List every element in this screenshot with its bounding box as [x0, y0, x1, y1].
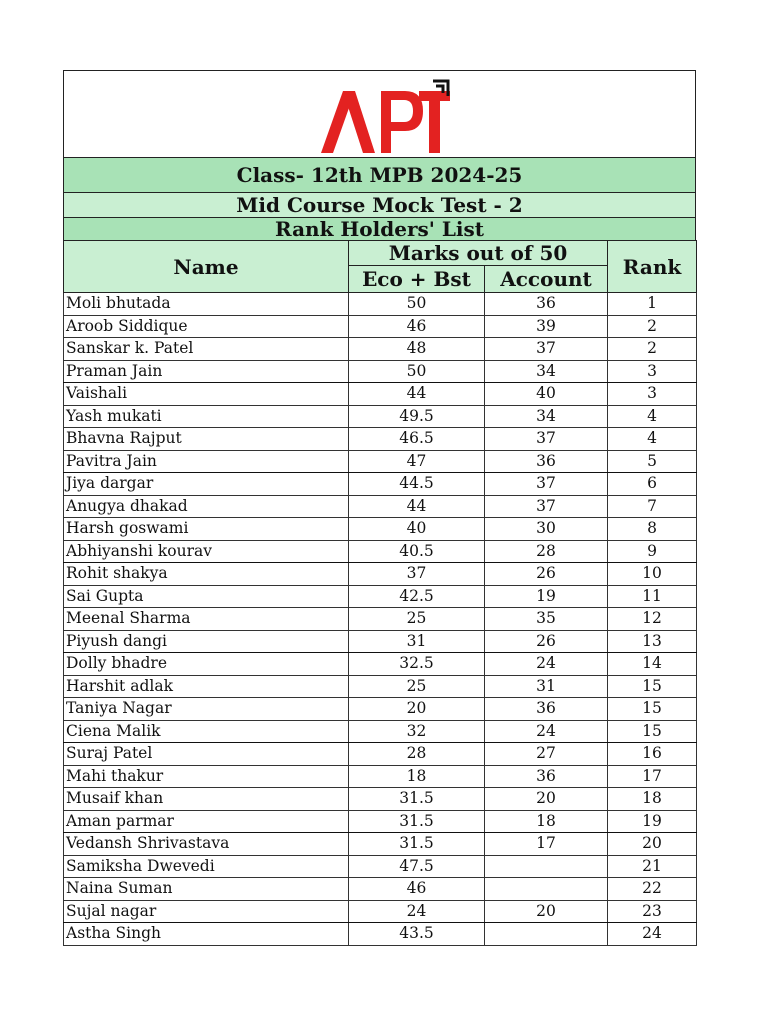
table-row: [64, 405, 697, 428]
table-row: [64, 855, 697, 878]
rank-cell: 1: [608, 293, 697, 316]
account-mark: 19: [485, 585, 608, 608]
table-row: [64, 518, 697, 541]
student-name: Anugya dhakad: [64, 495, 349, 518]
student-name: Moli bhutada: [64, 293, 349, 316]
eco-bst-mark: 40.5: [349, 540, 485, 563]
eco-bst-mark: 25: [349, 675, 485, 698]
rank-cell: 15: [608, 720, 697, 743]
class-title: Class- 12th MPB 2024-25: [63, 157, 696, 192]
eco-bst-mark: 31: [349, 630, 485, 653]
rank-cell: 5: [608, 450, 697, 473]
table-row: [64, 923, 697, 946]
eco-bst-mark: 50: [349, 360, 485, 383]
student-name: Samiksha Dwevedi: [64, 855, 349, 878]
account-mark: 39: [485, 315, 608, 338]
eco-bst-mark: 49.5: [349, 405, 485, 428]
rank-cell: 13: [608, 630, 697, 653]
rank-sheet: [63, 70, 696, 946]
eco-bst-mark: 48: [349, 338, 485, 361]
rank-cell: 2: [608, 315, 697, 338]
rank-cell: 2: [608, 338, 697, 361]
account-mark: 36: [485, 698, 608, 721]
eco-bst-mark: 40: [349, 518, 485, 541]
rank-cell: 14: [608, 653, 697, 676]
student-name: Meenal Sharma: [64, 608, 349, 631]
student-name: Piyush dangi: [64, 630, 349, 653]
table-row: [64, 450, 697, 473]
student-name: Harsh goswami: [64, 518, 349, 541]
account-mark: [485, 855, 608, 878]
student-name: Naina Suman: [64, 878, 349, 901]
rank-cell: 22: [608, 878, 697, 901]
account-mark: 26: [485, 630, 608, 653]
eco-bst-mark: 31.5: [349, 788, 485, 811]
account-header: Account: [485, 266, 608, 293]
rank-cell: 15: [608, 675, 697, 698]
eco-bst-mark: 44: [349, 383, 485, 406]
table-row: [64, 293, 697, 316]
student-name: Suraj Patel: [64, 743, 349, 766]
student-name: Musaif khan: [64, 788, 349, 811]
logo-row: [63, 70, 696, 157]
eco-bst-mark: 42.5: [349, 585, 485, 608]
student-name: Yash mukati: [64, 405, 349, 428]
eco-bst-mark: 47: [349, 450, 485, 473]
student-name: Sai Gupta: [64, 585, 349, 608]
account-mark: 34: [485, 360, 608, 383]
table-row: [64, 788, 697, 811]
name-header: Name: [64, 241, 349, 293]
rank-cell: 15: [608, 698, 697, 721]
student-name: Aman parmar: [64, 810, 349, 833]
rank-cell: 21: [608, 855, 697, 878]
table-row: [64, 698, 697, 721]
rank-cell: 18: [608, 788, 697, 811]
rank-cell: 24: [608, 923, 697, 946]
table-row: [64, 338, 697, 361]
student-name: Sujal nagar: [64, 900, 349, 923]
table-row: [64, 833, 697, 856]
rank-cell: 3: [608, 360, 697, 383]
rank-header: Rank: [608, 241, 697, 293]
rank-cell: 4: [608, 428, 697, 451]
rank-cell: 17: [608, 765, 697, 788]
eco-bst-mark: 20: [349, 698, 485, 721]
table-row: [64, 428, 697, 451]
account-mark: 17: [485, 833, 608, 856]
account-mark: 24: [485, 653, 608, 676]
eco-bst-mark: 43.5: [349, 923, 485, 946]
account-mark: 28: [485, 540, 608, 563]
eco-bst-mark: 46.5: [349, 428, 485, 451]
table-row: [64, 360, 697, 383]
table-row: [64, 900, 697, 923]
account-mark: 18: [485, 810, 608, 833]
eco-bst-mark: 46: [349, 878, 485, 901]
student-name: Vaishali: [64, 383, 349, 406]
table-row: [64, 720, 697, 743]
account-mark: 30: [485, 518, 608, 541]
rank-cell: 9: [608, 540, 697, 563]
table-row: [64, 675, 697, 698]
rank-rows: [64, 293, 697, 946]
account-mark: 20: [485, 788, 608, 811]
table-row: [64, 653, 697, 676]
eco-bst-mark: 44: [349, 495, 485, 518]
student-name: Praman Jain: [64, 360, 349, 383]
student-name: Taniya Nagar: [64, 698, 349, 721]
eco-bst-mark: 31.5: [349, 810, 485, 833]
rank-cell: 23: [608, 900, 697, 923]
table-row: [64, 315, 697, 338]
student-name: Pavitra Jain: [64, 450, 349, 473]
account-mark: 35: [485, 608, 608, 631]
student-name: Abhiyanshi kourav: [64, 540, 349, 563]
rank-cell: 7: [608, 495, 697, 518]
rank-cell: 3: [608, 383, 697, 406]
account-mark: 27: [485, 743, 608, 766]
account-mark: 20: [485, 900, 608, 923]
table-row: [64, 743, 697, 766]
account-mark: 26: [485, 563, 608, 586]
test-title: Mid Course Mock Test - 2: [63, 192, 696, 217]
account-mark: 37: [485, 338, 608, 361]
eco-bst-mark: 46: [349, 315, 485, 338]
account-mark: 37: [485, 428, 608, 451]
eco-bst-mark: 31.5: [349, 833, 485, 856]
table-row: [64, 495, 697, 518]
rank-table: [63, 240, 697, 946]
student-name: Vedansh Shrivastava: [64, 833, 349, 856]
table-row: [64, 765, 697, 788]
eco-bst-mark: 37: [349, 563, 485, 586]
rank-cell: 11: [608, 585, 697, 608]
student-name: Rohit shakya: [64, 563, 349, 586]
eco-bst-mark: 47.5: [349, 855, 485, 878]
student-name: Jiya dargar: [64, 473, 349, 496]
marks-group-header: Marks out of 50: [349, 241, 608, 266]
rank-cell: 16: [608, 743, 697, 766]
rank-cell: 19: [608, 810, 697, 833]
account-mark: 31: [485, 675, 608, 698]
eco-bst-mark: 50: [349, 293, 485, 316]
table-row: [64, 540, 697, 563]
student-name: Dolly bhadre: [64, 653, 349, 676]
student-name: Sanskar k. Patel: [64, 338, 349, 361]
rank-cell: 8: [608, 518, 697, 541]
table-row: [64, 585, 697, 608]
rank-cell: 6: [608, 473, 697, 496]
rank-cell: 10: [608, 563, 697, 586]
eco-bst-mark: 44.5: [349, 473, 485, 496]
eco-bst-mark: 24: [349, 900, 485, 923]
rank-cell: 12: [608, 608, 697, 631]
table-row: [64, 810, 697, 833]
account-mark: 36: [485, 765, 608, 788]
eco-bst-mark: 25: [349, 608, 485, 631]
table-row: [64, 608, 697, 631]
table-row: [64, 878, 697, 901]
account-mark: [485, 878, 608, 901]
account-mark: 36: [485, 293, 608, 316]
list-title: Rank Holders' List: [63, 217, 696, 240]
account-mark: 37: [485, 473, 608, 496]
student-name: Bhavna Rajput: [64, 428, 349, 451]
table-row: [64, 563, 697, 586]
rank-cell: 20: [608, 833, 697, 856]
student-name: Mahi thakur: [64, 765, 349, 788]
student-name: Harshit adlak: [64, 675, 349, 698]
apt-logo-icon: [319, 77, 454, 157]
account-mark: 36: [485, 450, 608, 473]
student-name: Astha Singh: [64, 923, 349, 946]
student-name: Aroob Siddique: [64, 315, 349, 338]
eco-bst-header: Eco + Bst: [349, 266, 485, 293]
student-name: Ciena Malik: [64, 720, 349, 743]
rank-cell: 4: [608, 405, 697, 428]
account-mark: 34: [485, 405, 608, 428]
account-mark: 37: [485, 495, 608, 518]
account-mark: [485, 923, 608, 946]
eco-bst-mark: 28: [349, 743, 485, 766]
account-mark: 40: [485, 383, 608, 406]
eco-bst-mark: 32: [349, 720, 485, 743]
table-row: [64, 630, 697, 653]
account-mark: 24: [485, 720, 608, 743]
eco-bst-mark: 32.5: [349, 653, 485, 676]
eco-bst-mark: 18: [349, 765, 485, 788]
table-row: [64, 473, 697, 496]
table-row: [64, 383, 697, 406]
